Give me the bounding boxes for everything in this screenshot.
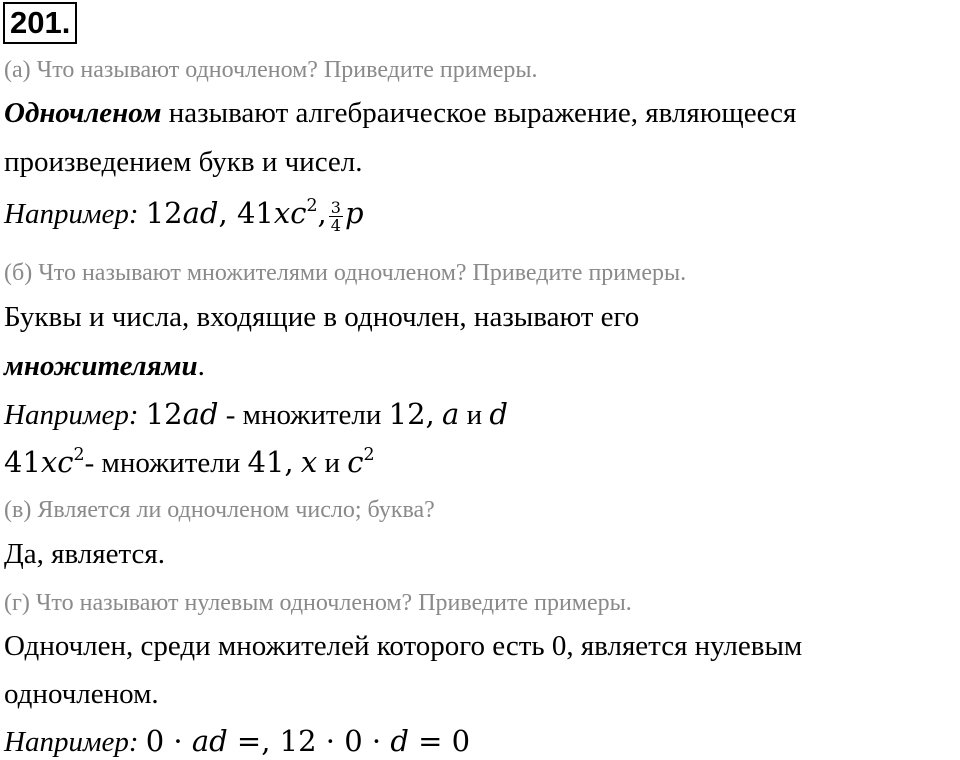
b-ex1-var: ad [182,397,219,431]
answer-b-line1: Буквы и числа, входящие в одночлен, называют его [4,301,640,333]
question-c: (в) Является ли одночленом число; буква? [4,497,435,523]
example-b2 [4,445,375,480]
d-ex-var2: d [390,724,409,758]
b-ex2-factor3: c [347,445,364,479]
ex1-var2: xc [273,196,307,230]
answer-a-line1 [4,97,796,130]
b-ex1-text: - множители [218,399,389,431]
and-word: и [317,447,348,479]
b-ex1-coef: 12 [145,397,183,431]
d-ex-var1: ad [191,724,228,758]
and-word: и [459,399,490,431]
d-ex-part1: 0 · [145,724,192,758]
answer-c: Да, является. [4,538,165,570]
ex1-var1: ad [182,196,219,230]
ex1-fraction [329,199,343,234]
answer-a-text: называют алгебраическое выражение, являющееся [161,97,797,129]
b-ex1-factor3: d [489,397,508,431]
b-ex2-factor2: x [300,445,318,479]
d-ex-part2: =, 12 · 0 · [227,724,391,758]
term-factors: множителями [4,350,198,382]
ex1-exp2: 2 [306,195,318,216]
example-b1 [4,397,508,432]
b-ex2-coef: 41 [4,445,41,479]
ex1-var3: p [344,196,364,230]
example-d [4,724,470,759]
b-ex2-text: - множители [84,447,248,479]
b-ex1-factor1: 12, [388,397,435,431]
answer-d-line2: одночленом. [4,678,159,710]
b-ex2-exp: 2 [73,444,85,465]
term-monomial: Одночленом [4,97,162,129]
b-ex2-factor3-exp: 2 [363,444,375,465]
answer-b-line2 [4,350,205,383]
ex1-coef2: 41 [236,196,274,230]
question-a: (а) Что называют одночленом? Приведите примеры. [4,57,538,83]
answer-a-line2: произведением букв и чисел. [4,146,363,178]
fraction-denominator: 4 [330,215,341,235]
example-label: Например: [4,726,139,758]
b-ex1-factor2: a [442,397,460,431]
problem-number: 201. [3,2,77,44]
example-label: Например: [4,399,139,431]
question-d: (г) Что называют нулевым одночленом? Приведите примеры. [4,590,632,616]
b-ex2-var: xc [40,445,74,479]
b-ex2-factor1: 41, [247,445,294,479]
period: . [197,350,205,382]
question-b: (б) Что называют множителями одночленом? Приведите примеры. [4,260,687,286]
example-label: Например: [4,198,139,230]
d-ex-part3: = 0 [408,724,471,758]
ex1-coef1: 12 [145,196,183,230]
example-a: Например: 12ad, $41xc^2$, $\frac{3}{4}$ p [4,195,364,235]
fraction-numerator: 3 [330,197,341,217]
answer-d-line1: Одночлен, среди множителей которого есть 0, является нулевым [4,630,803,662]
